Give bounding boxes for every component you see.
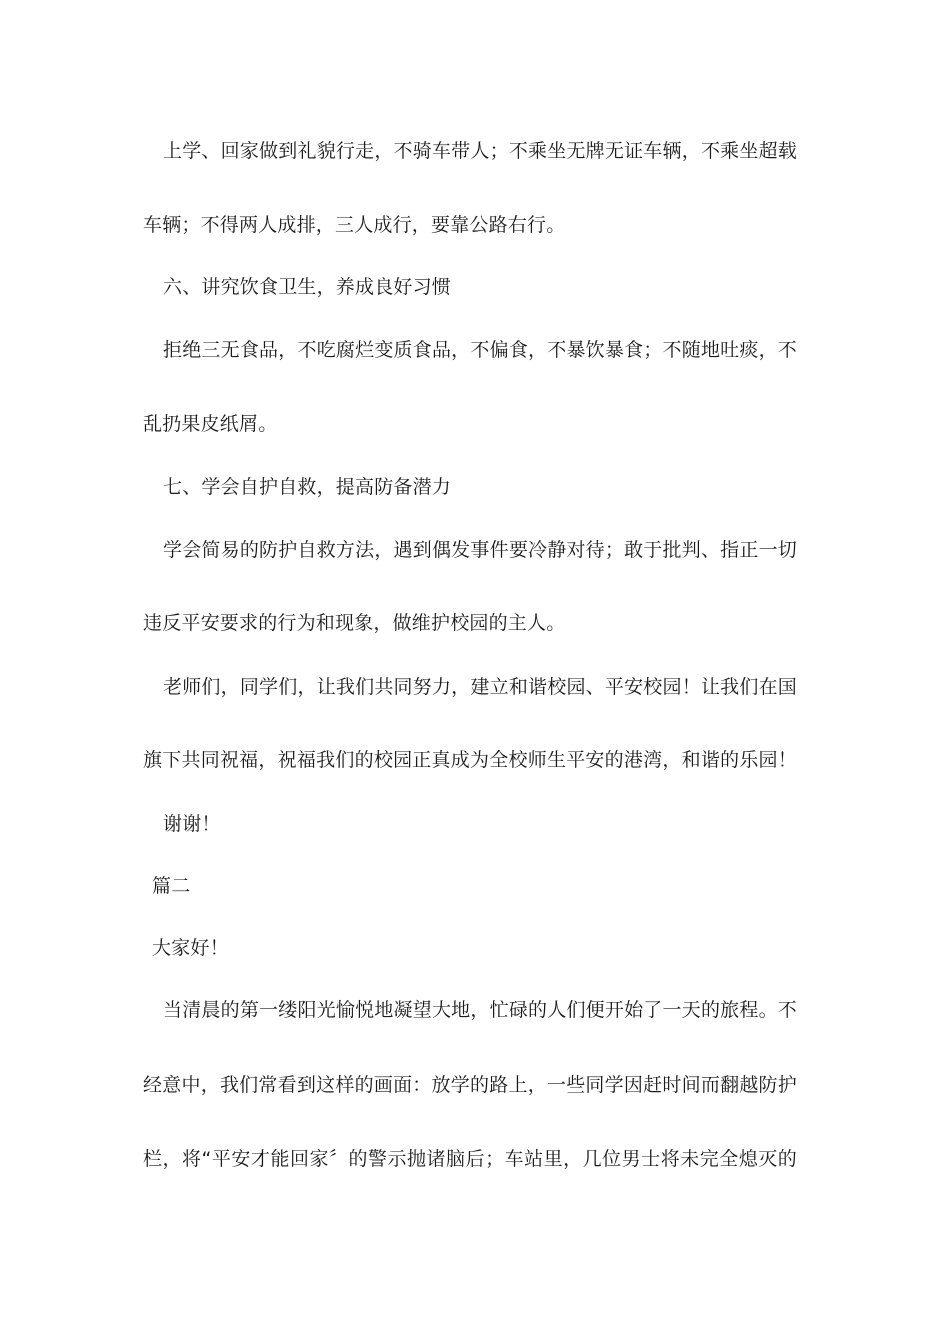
paragraph-line: 乱扔果皮纸屑。	[143, 413, 278, 435]
paragraph-line: 旗下共同祝福，祝福我们的校园正真成为全校师生平安的港湾，和谐的乐园！	[143, 749, 797, 771]
section-title: 篇二	[152, 875, 191, 897]
paragraph-line: 栏，将“平安才能回家〞的警示抛诸脑后；车站里，几位男士将未完全熄灭的	[143, 1148, 797, 1170]
paragraph-line: 经意中，我们常看到这样的画面：放学的路上，一些同学因赶时间而翻越防护	[143, 1074, 797, 1096]
section-heading: 七、学会自护自救，提高防备潜力	[163, 476, 452, 498]
paragraph-line: 拒绝三无食品，不吃腐烂变质食品，不偏食，不暴饮暴食；不随地吐痰，不	[163, 339, 797, 361]
closing-text: 谢谢！	[163, 813, 221, 835]
paragraph-line: 上学、回家做到礼貌行走，不骑车带人；不乘坐无牌无证车辆，不乘坐超载	[163, 140, 797, 162]
paragraph-line: 老师们，同学们，让我们共同努力，建立和谐校园、平安校园！让我们在国	[163, 676, 797, 698]
section-heading: 六、讲究饮食卫生，养成良好习惯	[163, 276, 452, 298]
greeting-text: 大家好！	[152, 937, 229, 959]
paragraph-line: 违反平安要求的行为和现象，做维护校园的主人。	[143, 612, 566, 634]
paragraph-line: 车辆；不得两人成排，三人成行，要靠公路右行。	[143, 214, 566, 236]
paragraph-line: 当清晨的第一缕阳光愉悦地凝望大地，忙碌的人们便开始了一天的旅程。不	[163, 999, 797, 1021]
paragraph-line: 学会简易的防护自救方法，遇到偶发事件要冷静对待；敢于批判、指正一切	[163, 539, 797, 561]
